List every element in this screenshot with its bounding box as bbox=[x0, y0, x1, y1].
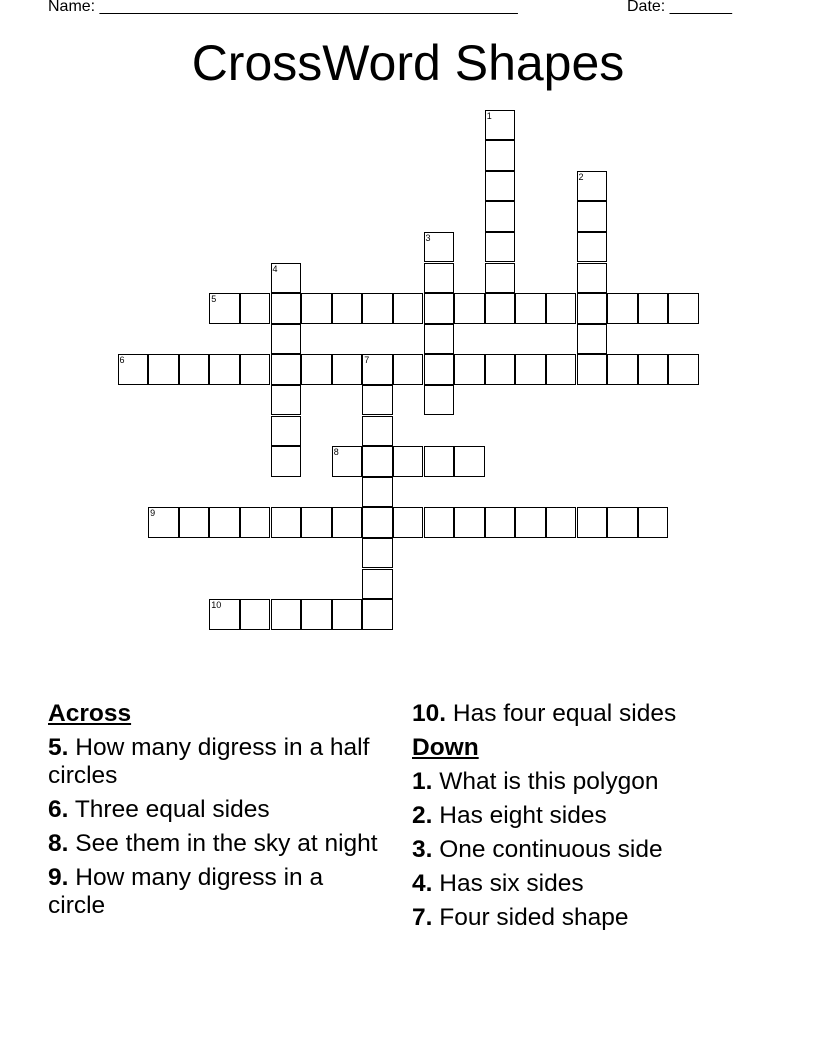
grid-cell[interactable] bbox=[577, 507, 608, 538]
grid-cell[interactable] bbox=[301, 354, 332, 385]
grid-cell[interactable] bbox=[209, 507, 240, 538]
clue-down-1 bbox=[412, 768, 772, 796]
cell-number: 2 bbox=[578, 171, 584, 182]
grid-cell[interactable] bbox=[271, 385, 302, 416]
grid-cell[interactable] bbox=[148, 354, 179, 385]
grid-cell[interactable] bbox=[454, 354, 485, 385]
grid-cell[interactable] bbox=[148, 507, 179, 538]
grid-cell[interactable] bbox=[485, 293, 516, 324]
grid-cell[interactable] bbox=[271, 416, 302, 447]
name-field-line: Name: _______________________________________________ bbox=[48, 0, 518, 15]
cell-number: 3 bbox=[425, 232, 431, 243]
clue-number: 9. bbox=[48, 864, 69, 891]
grid-cell[interactable] bbox=[577, 201, 608, 232]
grid-cell[interactable] bbox=[393, 446, 424, 477]
grid-cell[interactable] bbox=[362, 446, 393, 477]
grid-cell[interactable] bbox=[424, 354, 455, 385]
grid-cell[interactable] bbox=[393, 293, 424, 324]
grid-cell[interactable] bbox=[332, 507, 363, 538]
grid-cell[interactable] bbox=[638, 293, 669, 324]
grid-cell[interactable] bbox=[332, 354, 363, 385]
grid-cell[interactable] bbox=[577, 263, 608, 294]
cell-number: 9 bbox=[150, 508, 156, 519]
grid-cell[interactable] bbox=[271, 599, 302, 630]
clue-text: Three equal sides bbox=[74, 796, 270, 823]
clue-text: How many digress in a half circles bbox=[48, 734, 370, 789]
grid-cell[interactable] bbox=[271, 446, 302, 477]
clue-across-9 bbox=[48, 864, 378, 920]
grid-cell[interactable] bbox=[362, 416, 393, 447]
grid-cell[interactable] bbox=[577, 354, 608, 385]
clue-across-6 bbox=[48, 796, 378, 824]
grid-cell[interactable] bbox=[485, 201, 516, 232]
grid-cell[interactable] bbox=[271, 293, 302, 324]
clue-text: What is this polygon bbox=[439, 768, 659, 795]
grid-cell[interactable] bbox=[668, 354, 699, 385]
grid-cell[interactable] bbox=[515, 293, 546, 324]
grid-cell[interactable] bbox=[332, 446, 363, 477]
grid-cell[interactable] bbox=[271, 354, 302, 385]
cell-number: 7 bbox=[364, 355, 370, 366]
grid-cell[interactable] bbox=[424, 507, 455, 538]
grid-cell[interactable] bbox=[301, 507, 332, 538]
grid-cell[interactable] bbox=[240, 293, 271, 324]
grid-cell[interactable] bbox=[301, 293, 332, 324]
grid-cell[interactable] bbox=[362, 293, 393, 324]
across-heading: Across bbox=[48, 700, 132, 727]
grid-cell[interactable] bbox=[424, 232, 455, 263]
date-field-line: Date: _______ bbox=[627, 0, 732, 15]
grid-cell[interactable] bbox=[240, 599, 271, 630]
grid-cell[interactable] bbox=[454, 507, 485, 538]
grid-cell[interactable] bbox=[546, 354, 577, 385]
grid-cell[interactable] bbox=[454, 293, 485, 324]
clues-left-column bbox=[48, 700, 378, 926]
cell-number: 10 bbox=[211, 600, 222, 611]
grid-cell[interactable] bbox=[638, 354, 669, 385]
grid-cell[interactable] bbox=[179, 507, 210, 538]
grid-cell[interactable] bbox=[271, 263, 302, 294]
grid-cell[interactable] bbox=[485, 171, 516, 202]
grid-cell[interactable] bbox=[362, 569, 393, 600]
grid-cell[interactable] bbox=[362, 385, 393, 416]
clue-text: See them in the sky at night bbox=[75, 830, 378, 857]
page-title: CrossWord Shapes bbox=[191, 35, 625, 91]
cell-number: 5 bbox=[211, 294, 217, 305]
grid-cell[interactable] bbox=[485, 140, 516, 171]
grid-cell[interactable] bbox=[515, 507, 546, 538]
clue-text: Has six sides bbox=[439, 870, 584, 897]
grid-cell[interactable] bbox=[271, 507, 302, 538]
clue-number: 6. bbox=[48, 796, 69, 823]
grid-cell[interactable] bbox=[362, 538, 393, 569]
clue-number: 8. bbox=[48, 830, 69, 857]
clue-text: Has eight sides bbox=[439, 802, 607, 829]
clue-text: Four sided shape bbox=[439, 904, 629, 931]
grid-cell[interactable] bbox=[271, 324, 302, 355]
grid-cell[interactable] bbox=[485, 232, 516, 263]
grid-cell[interactable] bbox=[607, 507, 638, 538]
clue-number: 4. bbox=[412, 870, 433, 897]
clue-number: 7. bbox=[412, 904, 433, 931]
grid-cell[interactable] bbox=[424, 385, 455, 416]
grid-cell[interactable] bbox=[240, 354, 271, 385]
grid-cell[interactable] bbox=[607, 354, 638, 385]
cell-number: 8 bbox=[333, 447, 339, 458]
grid-cell[interactable] bbox=[332, 293, 363, 324]
grid-cell[interactable] bbox=[332, 599, 363, 630]
grid-cell[interactable] bbox=[393, 507, 424, 538]
grid-cell[interactable] bbox=[209, 354, 240, 385]
cell-number: 1 bbox=[486, 110, 492, 121]
clue-across-5 bbox=[48, 734, 378, 790]
clue-number: 3. bbox=[412, 836, 433, 863]
clue-number: 5. bbox=[48, 734, 69, 761]
grid-cell[interactable] bbox=[668, 293, 699, 324]
clue-across-8 bbox=[48, 830, 378, 858]
grid-cell[interactable] bbox=[485, 507, 516, 538]
grid-cell[interactable] bbox=[179, 354, 210, 385]
grid-cell[interactable] bbox=[362, 354, 393, 385]
grid-cell[interactable] bbox=[485, 263, 516, 294]
clue-down-7 bbox=[412, 904, 772, 932]
grid-cell[interactable] bbox=[577, 232, 608, 263]
clues-right-column bbox=[412, 700, 772, 938]
clue-number: 10. bbox=[412, 700, 447, 727]
grid-cell[interactable] bbox=[485, 110, 516, 141]
grid-cell[interactable] bbox=[638, 507, 669, 538]
grid-cell[interactable] bbox=[607, 293, 638, 324]
grid-cell[interactable] bbox=[362, 599, 393, 630]
grid-cell[interactable] bbox=[209, 599, 240, 630]
grid-cell[interactable] bbox=[424, 324, 455, 355]
grid-cell[interactable] bbox=[240, 507, 271, 538]
grid-cell[interactable] bbox=[546, 293, 577, 324]
grid-cell[interactable] bbox=[577, 293, 608, 324]
grid-cell[interactable] bbox=[393, 354, 424, 385]
grid-cell[interactable] bbox=[209, 293, 240, 324]
grid-cell[interactable] bbox=[362, 507, 393, 538]
clue-text: Has four equal sides bbox=[452, 700, 677, 727]
grid-cell[interactable] bbox=[577, 324, 608, 355]
grid-cell[interactable] bbox=[301, 599, 332, 630]
clue-down-3 bbox=[412, 836, 772, 864]
clue-across-10 bbox=[412, 700, 772, 728]
grid-cell[interactable] bbox=[424, 263, 455, 294]
cell-number: 6 bbox=[119, 355, 125, 366]
grid-cell[interactable] bbox=[577, 171, 608, 202]
cell-number: 4 bbox=[272, 263, 278, 274]
clue-text: How many digress in a circle bbox=[48, 864, 324, 919]
grid-cell[interactable] bbox=[424, 446, 455, 477]
clue-down-4 bbox=[412, 870, 772, 898]
clue-number: 2. bbox=[412, 802, 433, 829]
grid-cell[interactable] bbox=[515, 354, 546, 385]
grid-cell[interactable] bbox=[362, 477, 393, 508]
clue-down-2 bbox=[412, 802, 772, 830]
clue-text: One continuous side bbox=[439, 836, 663, 863]
clue-number: 1. bbox=[412, 768, 433, 795]
grid-cell[interactable] bbox=[454, 446, 485, 477]
grid-cell[interactable] bbox=[485, 354, 516, 385]
grid-cell[interactable] bbox=[546, 507, 577, 538]
grid-cell[interactable] bbox=[424, 293, 455, 324]
grid-cell[interactable] bbox=[118, 354, 149, 385]
down-heading: Down bbox=[412, 734, 479, 761]
